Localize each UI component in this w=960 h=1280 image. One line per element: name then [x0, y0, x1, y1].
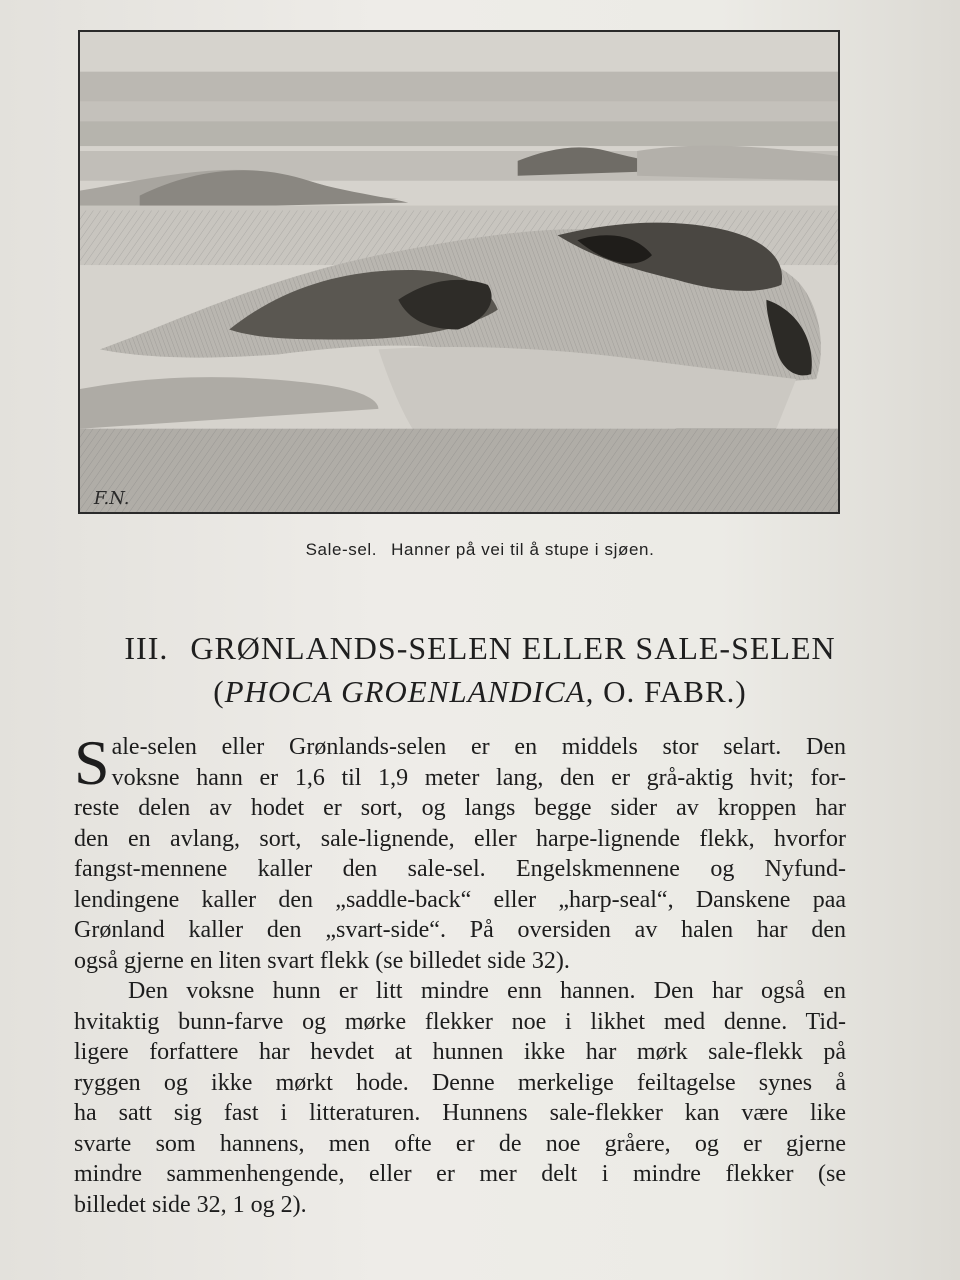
- text-line: også gjerne en liten svart flekk (se billedet side 32).: [74, 947, 570, 974]
- chapter-title: GRØNLANDS-SELEN ELLER SALE-SELEN: [190, 630, 836, 666]
- chapter-heading: [0, 630, 960, 667]
- text-line: Den voksne hunn er litt mindre enn hannen. Den har også en: [128, 978, 846, 1004]
- text-line: billedet side 32, 1 og 2).: [74, 1191, 307, 1218]
- latin-name: PHOCA GROENLANDICA,: [224, 674, 595, 709]
- drop-cap: S: [74, 727, 110, 798]
- text-line: mindre sammenhengende, eller er mer delt i mindre flekker (se: [74, 1161, 846, 1187]
- text-line: hvitaktig bunn-farve og mørke flekker noe i likhet med denne. Tid-: [74, 1008, 846, 1035]
- body-text: [74, 727, 846, 1220]
- chapter-number: III.: [124, 630, 169, 666]
- text-line: voksne hann er 1,6 til 1,9 meter lang, den er grå-aktig hvit; for-: [111, 764, 846, 791]
- pencil-drawing: [80, 32, 838, 512]
- chapter-subtitle: [0, 674, 960, 710]
- paragraph-2: [74, 976, 846, 1220]
- text-line: svarte som hannens, men ofte er de noe gråere, og er gjerne: [74, 1130, 846, 1157]
- text-line: ryggen og ikke mørkt hode. Denne merkelige feiltagelse synes å: [74, 1069, 846, 1096]
- subtitle-open-paren: (: [213, 674, 225, 709]
- text-line: ale-selen eller Grønlands-selen er en middels stor selart. Den: [111, 734, 846, 760]
- caption-text: Hanner på vei til å stupe i sjøen.: [391, 540, 655, 559]
- paragraph-1: [74, 727, 846, 976]
- artist-signature: F.N.: [93, 488, 130, 510]
- caption-label: Sale-sel.: [305, 540, 378, 559]
- author-abbrev: O. FABR.): [594, 674, 747, 709]
- text-line: lendingene kaller den „saddle-back“ eller „harp-seal“, Danskene paa: [74, 886, 846, 913]
- text-line: den en avlang, sort, sale-lignende, eller harpe-lignende flekk, hvorfor: [74, 825, 846, 852]
- text-line: ligere forfattere har hevdet at hunnen ikke har mørk sale-flekk på: [74, 1039, 846, 1065]
- text-line: reste delen av hodet er sort, og langs begge sider av kroppen har: [74, 795, 846, 821]
- text-line: Grønland kaller den „svart-side“. På oversiden av halen har den: [74, 917, 846, 943]
- text-line: fangst-mennene kaller den sale-sel. Engelskmennene og Nyfund-: [74, 856, 846, 882]
- figure-caption: [0, 540, 960, 560]
- seal-illustration: [78, 30, 840, 514]
- text-line: ha satt sig fast i litteraturen. Hunnens sale-flekker kan være like: [74, 1100, 846, 1126]
